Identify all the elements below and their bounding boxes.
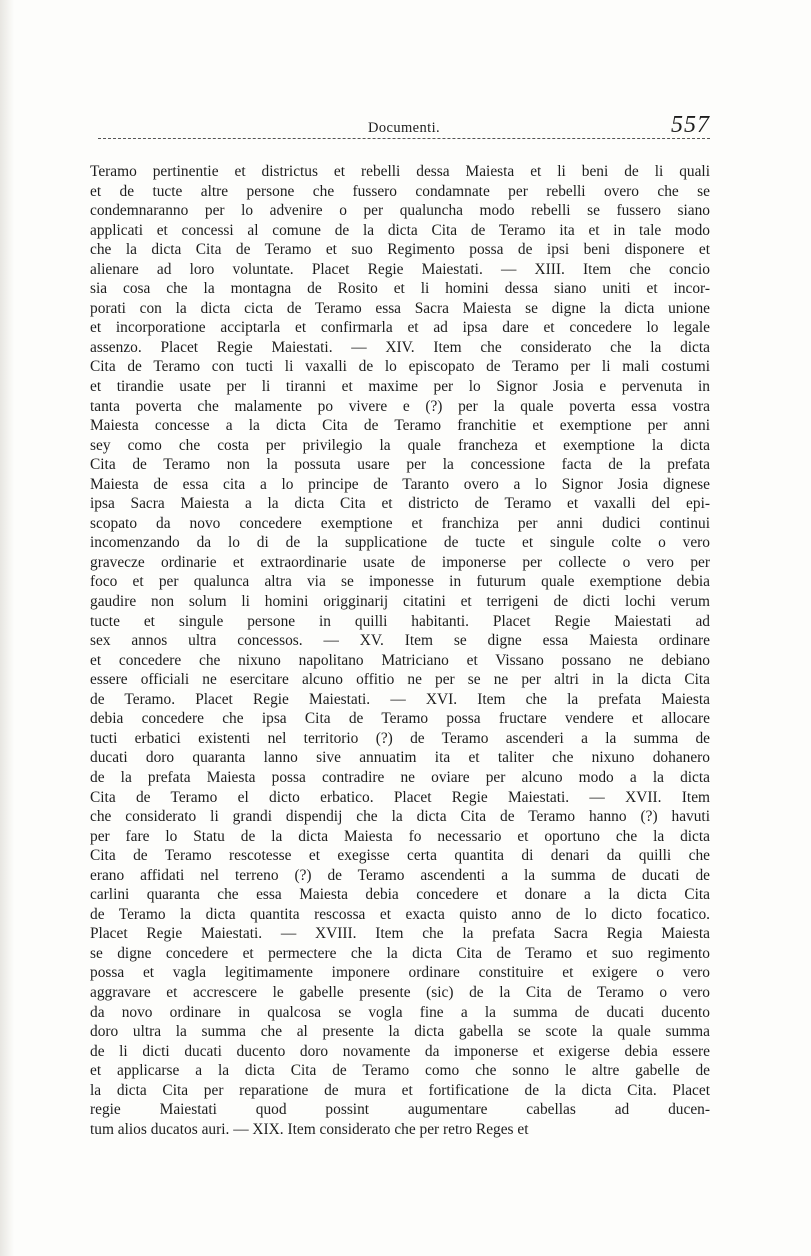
text-line: gravecze ordinarie et extraordinarie usate de imponerse per collecte o vero per — [90, 553, 710, 571]
text-line: debia concedere che ipsa Cita de Teramo possa fructare vendere et allocare — [90, 710, 710, 728]
page-number: 557 — [671, 112, 710, 138]
text-line: tanta poverta che malamente po vivere e (?) per la quale poverta essa vostra — [90, 397, 710, 415]
text-line: aggravare et accrescere le gabelle presente (sic) de la Cita de Teramo o vero — [90, 983, 710, 1001]
text-line: incomenzando da lo di de la supplicatione de tucte et singule colte o vero — [90, 534, 710, 552]
text-line: Teramo pertinentie et districtus et rebelli dessa Maiesta et li beni de li quali — [90, 163, 710, 180]
text-line: Cita de Teramo rescotesse et exegisse certa quantita di denari da quilli che — [90, 847, 710, 865]
text-line: scopato da novo concedere exemptione et franchiza per anni dudici continui — [90, 514, 710, 532]
text-line: gaudire non solum li homini origginarij citatini et terrigeni de dicti lochi verum — [90, 593, 710, 611]
text-line: applicati et concessi al comune de la dicta Cita de Teramo ita et in tale modo — [90, 221, 710, 239]
text-line: che considerato li grandi dispendij che la dicta Cita de Teramo hanno (?) havuti — [90, 808, 710, 826]
text-line: de Teramo. Placet Regie Maiestati. — XVI. Item che la prefata Maiesta — [90, 690, 710, 708]
text-line: erano affidati nel terreno (?) de Teramo ascendenti a la summa de ducati de — [90, 866, 710, 884]
body-text — [90, 162, 710, 1174]
text-line: sey como che costa per privilegio la quale francheza et exemptione la dicta — [90, 436, 710, 454]
text-line: essere officiali ne esercitare alcuno offitio ne per se ne per altri in la dicta Cita — [90, 671, 710, 689]
text-line: assenzo. Placet Regie Maiestati. — XIV. Item che considerato che la dicta — [90, 338, 710, 356]
text-line: et applicarse a la dicta Cita de Teramo como che sonno le altre gabelle de — [90, 1062, 710, 1080]
text-line: sex annos ultra concessos. — XV. Item se digne essa Maiesta ordinare — [90, 632, 710, 650]
text-line: ipsa Sacra Maiesta a la dicta Cita et districto de Teramo et vaxalli del epi- — [90, 495, 710, 513]
text-line: foco et per qualunca altra via se imponesse in futurum quale exemptione debia — [90, 573, 710, 591]
page-header — [98, 100, 710, 140]
header-rule — [98, 138, 710, 139]
text-line: tucti erbatici existenti nel territorio (?) de Teramo ascenderi a la summa de — [90, 729, 710, 747]
text-line: da novo ordinare in qualcosa se vogla fine a la summa de ducati ducento — [90, 1003, 710, 1021]
text-line: tucte et singule persone in quilli habitanti. Placet Regie Maiestati ad — [90, 612, 710, 630]
text-line: et de tucte altre persone che fussero condamnate per rebelli overo che se — [90, 182, 710, 200]
text-line: Maiesta concesse a la dicta Cita de Teramo franchitie et exemptione per anni — [90, 417, 710, 435]
text-line: possa et vagla legitimamente imponere ordinare constituire et exigere o vero — [90, 964, 710, 982]
text-line: se digne concedere et permectere che la dicta Cita de Teramo et suo regimento — [90, 944, 710, 962]
text-line: et incorporatione acciptarla et confirmarla et ad ipsa dare et concedere lo legale — [90, 319, 710, 337]
text-line: condemnaranno per lo advenire o per qualuncha modo rebelli se fussero siano — [90, 202, 710, 220]
text-line: de la prefata Maiesta possa contradire ne oviare per alcuno modo a la dicta — [90, 768, 710, 786]
text-line: per fare lo Statu de la dicta Maiesta fo necessario et oportuno che la dicta — [90, 827, 710, 845]
text-line: doro ultra la summa che al presente la dicta gabella se scote la quale summa — [90, 1023, 710, 1041]
text-line: de li dicti ducati ducento doro novamente da imponerse et exigerse debia essere — [90, 1042, 710, 1060]
page-edge-shadow — [0, 0, 14, 1256]
text-line: Cita de Teramo non la possuta usare per la concessione facta de la prefata — [90, 456, 710, 474]
text-line: tum alios ducatos auri. — XIX. Item considerato che per retro Reges et — [90, 1120, 529, 1138]
text-line: porati con la dicta cicta de Teramo essa Sacra Maiesta se digne la dicta unione — [90, 299, 710, 317]
text-line: che la dicta Cita de Teramo et suo Regimento possa de ipsi beni disponere et — [90, 241, 710, 259]
text-line: de Teramo la dicta quantita rescossa et exacta quisto anno de lo dicto focatico. — [90, 905, 710, 923]
text-line: Placet Regie Maiestati. — XVIII. Item che la prefata Sacra Regia Maiesta — [90, 925, 710, 943]
text-line: ducati doro quaranta lanno sive annuatim ita et taliter che nixuno dohanero — [90, 749, 710, 767]
text-line: sia cosa che la montagna de Rosito et li homini dessa siano uniti et incor- — [90, 280, 710, 298]
running-head: Documenti. — [367, 120, 441, 136]
text-line: Maiesta de essa cita a lo principe de Taranto overo a lo Signor Josia dignese — [90, 475, 710, 493]
text-line: carlini quaranta che essa Maiesta debia concedere et donare a la dicta Cita — [90, 886, 710, 904]
text-line: alienare ad loro voluntate. Placet Regie Maiestati. — XIII. Item che concio — [90, 260, 710, 278]
text-line: Cita de Teramo el dicto erbatico. Placet Regie Maiestati. — XVII. Item — [90, 788, 710, 806]
text-line: Cita de Teramo con tucti li vaxalli de lo episcopato de Teramo per li mali costumi — [90, 358, 710, 376]
text-line: et tirandie usate per li tiranni et maxime per lo Signor Josia e pervenuta in — [90, 378, 710, 396]
text-line: la dicta Cita per reparatione de mura et fortificatione de la dicta Cita. Placet — [90, 1081, 710, 1099]
text-line: et concedere che nixuno napolitano Matriciano et Vissano possano ne debiano — [90, 651, 710, 669]
text-line: regie Maiestati quod possint augumentare cabellas ad ducen- — [90, 1101, 710, 1119]
